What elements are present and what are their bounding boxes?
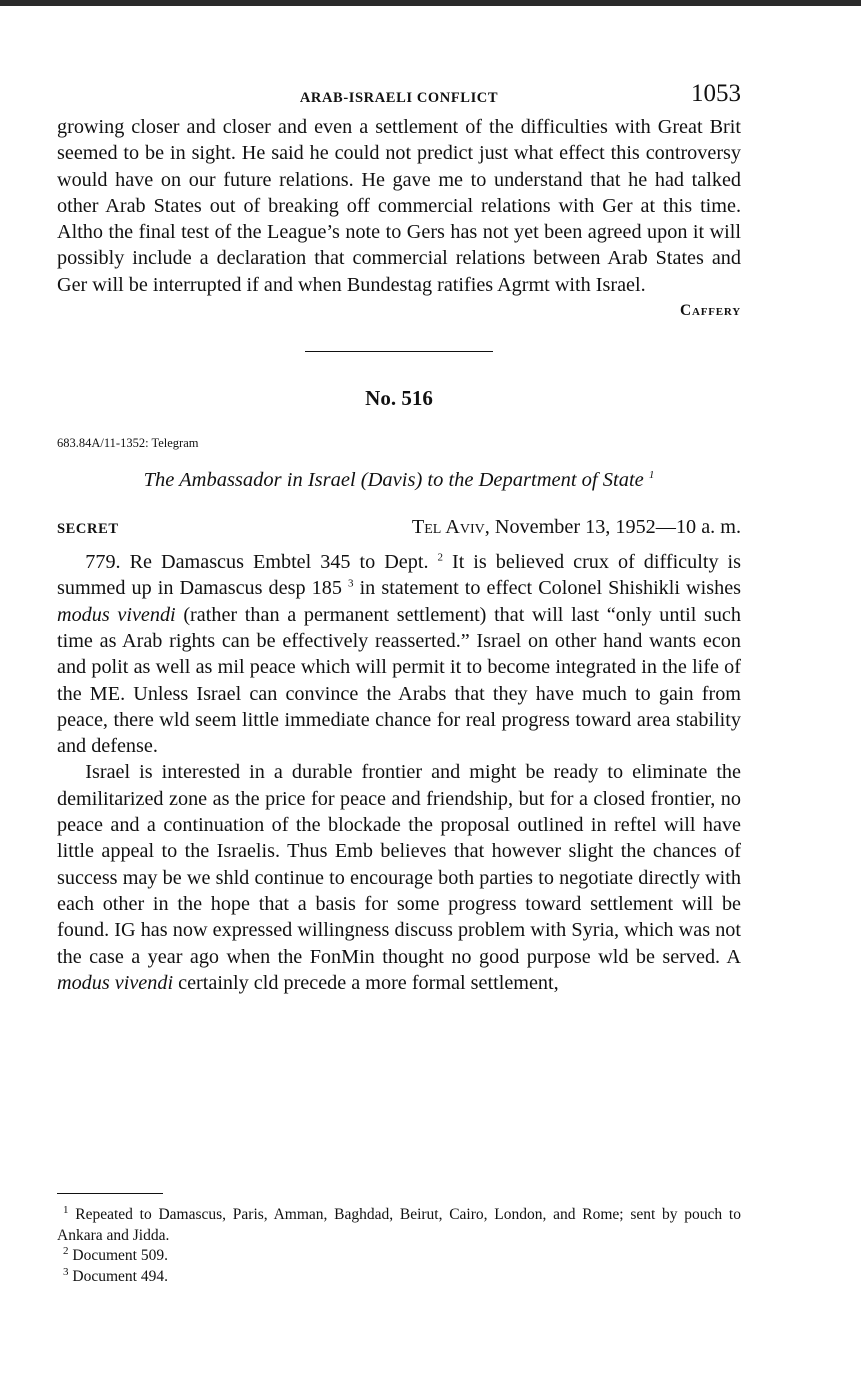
page-content bbox=[57, 80, 741, 996]
footnotes bbox=[57, 1205, 741, 1287]
paragraph-1 bbox=[57, 549, 741, 759]
telegram-body bbox=[57, 549, 741, 996]
p1-text-b: It is believed crux of difficulty is summed up in Damascus desp 185 bbox=[57, 551, 741, 600]
footnote-3 bbox=[57, 1267, 741, 1288]
p1-text-c: in statement to effect Colonel Shishikli wishes bbox=[353, 577, 742, 600]
dateline bbox=[57, 516, 741, 542]
footnote-2-mark: 2 bbox=[63, 1244, 69, 1257]
previous-document-text bbox=[57, 114, 741, 298]
footnote-1-mark: 1 bbox=[63, 1203, 69, 1216]
p2-text-a: Israel is interested in a durable frontier and might be ready to eliminate the demilitarized zone as the price for peace and friendship, but for a closed frontier, no peace and a continuation of the blockade the proposal outlined in reftel will have little appeal to the Israelis. Thus Emb believes that however slight the chances of success may be we shld continue to encourage both parties to negotiate directly with each other in the hope that a basis for some progress toward settlement will be found. IG has now expressed willingness discuss problem with Syria, which was not the case a year ago when the FonMin thought no good purpose wld be served. A bbox=[57, 761, 741, 968]
signature: Caffery bbox=[679, 302, 741, 320]
page-number: 1053 bbox=[691, 80, 741, 107]
footnote-1-text: Repeated to Damascus, Paris, Amman, Baghdad, Beirut, Cairo, London, and Rome; sent by pouch to Ankara and Jidda. bbox=[57, 1206, 741, 1244]
footnote-ref-2: 2 bbox=[437, 551, 443, 564]
p2-text-c: certainly cld precede a more formal settlement, bbox=[173, 971, 559, 994]
p2-italic: modus vivendi bbox=[57, 971, 174, 994]
footnote-2-text: Document 509. bbox=[68, 1247, 168, 1264]
document-title bbox=[57, 469, 741, 492]
footnote-1 bbox=[57, 1205, 741, 1246]
document-title-text: The Ambassador in Israel (Davis) to the Department of State bbox=[143, 469, 644, 492]
footnote-2 bbox=[57, 1246, 741, 1267]
scan-edge bbox=[0, 0, 861, 6]
continued-paragraph: growing closer and closer and even a settlement of the difficulties with Great Brit seemed to be in sight. He said he could not predict just what effect this controversy would have on our future relations. He gave me to understand that he had talked other Arab States out of breaking off commercial relations with Ger at this time. Altho the final test of the League’s note to Gers has not yet been agreed upon it will possibly include a declaration that commercial relations between Arab States and Ger will be interrupted if and when Bundestag ratifies Agrmt with Israel. bbox=[57, 116, 741, 296]
footnote-divider bbox=[57, 1193, 163, 1194]
paragraph-2 bbox=[57, 759, 741, 996]
running-title: ARAB-ISRAELI CONFLICT bbox=[299, 90, 499, 106]
place: Tel Aviv bbox=[411, 516, 485, 539]
file-reference: 683.84A/11-1352: Telegram bbox=[57, 436, 199, 451]
p1-italic: modus vivendi bbox=[57, 603, 176, 626]
place-and-date bbox=[412, 516, 741, 539]
document-number: No. 516 bbox=[365, 386, 433, 411]
footnote-3-mark: 3 bbox=[63, 1265, 69, 1278]
page-header bbox=[57, 80, 741, 114]
footnote-3-text: Document 494. bbox=[68, 1267, 168, 1285]
footnote-ref-1: 1 bbox=[648, 469, 655, 482]
classification-label: SECRET bbox=[57, 521, 119, 538]
date: , November 13, 1952—10 a. m. bbox=[484, 516, 741, 539]
section-divider bbox=[305, 351, 493, 352]
footnote-ref-3: 3 bbox=[348, 577, 354, 590]
p1-text-e: (rather than a permanent settlement) that will last “only until such time as Arab rights can be effectively reasserted.” Israel on other hand wants econ and polit as well as mil peace which will permit it to become integrated in the life of the ME. Unless Israel can convince the Arabs that they have much to gain from peace, there wld seem little immediate chance for real progress toward area stability and defense. bbox=[57, 603, 741, 758]
p1-text-a: 779. Re Damascus Embtel 345 to Dept. bbox=[85, 551, 429, 574]
